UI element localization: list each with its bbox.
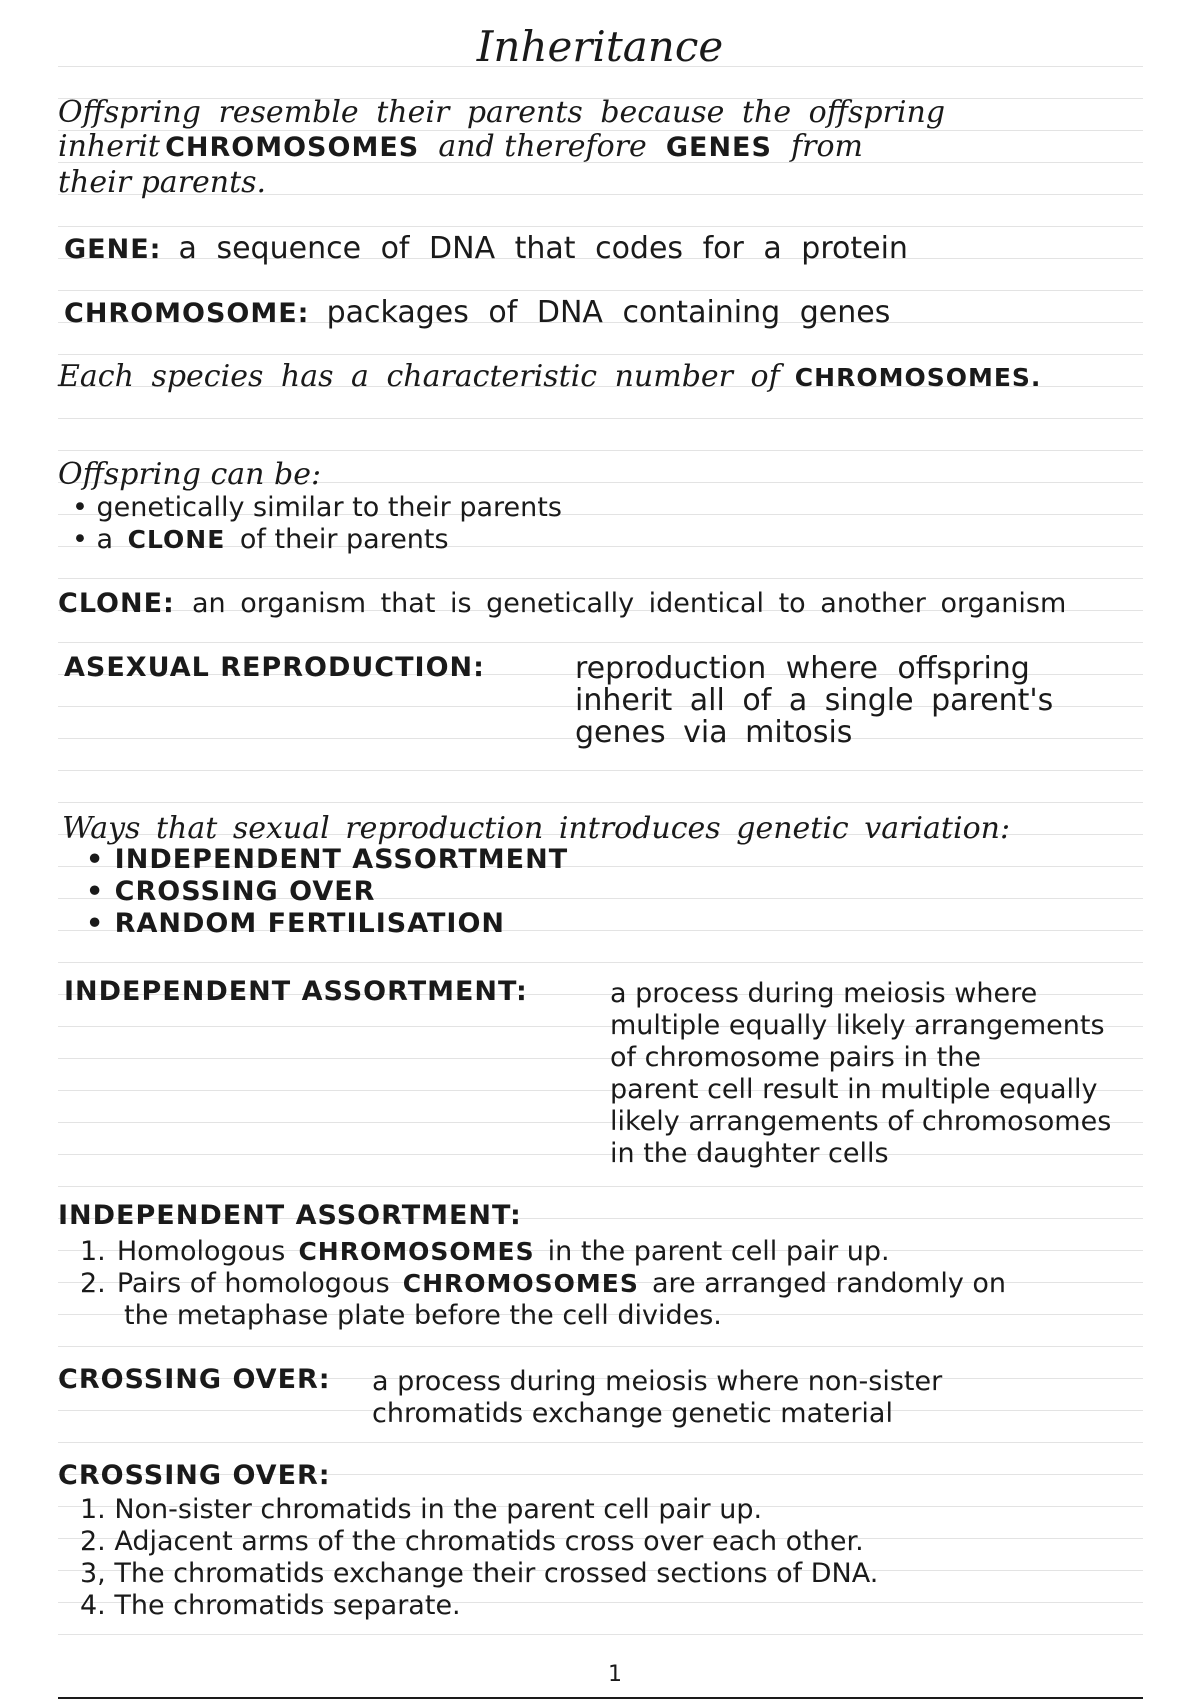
variation-item-1 (86, 846, 568, 873)
independent-line-2: multiple equally likely arrangements (610, 1010, 1105, 1041)
clone-definition (58, 590, 1066, 617)
offspring-item-1 (72, 494, 562, 521)
bullet-icon: • (86, 844, 105, 875)
crossing-line-2: chromatids exchange genetic material (372, 1398, 893, 1429)
step-keyword: CHROMOSOMES (298, 1237, 535, 1266)
independent-line-5: likely arrangements of chromosomes (610, 1106, 1112, 1137)
asexual-line-2: inherit all of a single parent's (575, 683, 1054, 718)
offspring-item-text: genetically similar to their parents (96, 492, 562, 523)
ruled-line (58, 226, 1143, 227)
ruled-line (58, 802, 1143, 803)
independent-line-1: a process during meiosis where (610, 978, 1038, 1009)
crossing-step-3: 3, The chromatids exchange their crossed sections of DNA. (80, 1558, 879, 1589)
bullet-icon: • (72, 524, 88, 555)
crossing-line-1: a process during meiosis where non-sister (372, 1366, 943, 1397)
ruled-line (58, 770, 1143, 771)
bullet-icon: • (86, 908, 105, 939)
bullet-icon: • (72, 492, 88, 523)
ruled-line (58, 1442, 1143, 1443)
independent-line-6: in the daughter cells (610, 1138, 889, 1169)
asexual-term: ASEXUAL REPRODUCTION: (64, 652, 485, 683)
ruled-line (58, 962, 1143, 963)
intro-line-3: their parents. (58, 165, 267, 200)
step-number: 2. (80, 1268, 106, 1299)
step-number: 1. (80, 1236, 106, 1267)
step-text: Homologous (116, 1236, 286, 1267)
intro-keyword-genes: GENES (665, 132, 772, 163)
independent-steps-heading: INDEPENDENT ASSORTMENT: (58, 1200, 522, 1231)
offspring-keyword-clone: CLONE (127, 525, 226, 554)
bullet-icon: • (86, 876, 105, 907)
ruled-line (58, 290, 1143, 291)
ruled-line (58, 1186, 1143, 1187)
asexual-line-3: genes via mitosis (575, 715, 853, 750)
variation-item-2 (86, 878, 375, 905)
variation-item-text: INDEPENDENT ASSORTMENT (114, 844, 569, 875)
variation-item-text: RANDOM FERTILISATION (114, 908, 506, 939)
independent-line-4: parent cell result in multiple equally (610, 1074, 1098, 1105)
page-title: Inheritance (476, 22, 724, 71)
ruled-line (58, 418, 1143, 419)
offspring-item-text: of their parents (239, 524, 449, 555)
variation-heading: Ways that sexual reproduction introduces genetic variation: (62, 811, 1011, 846)
independent-step-1 (80, 1238, 890, 1265)
ruled-line (58, 354, 1143, 355)
species-keyword: CHROMOSOMES. (794, 363, 1042, 392)
chromosome-text: packages of DNA containing genes (326, 295, 891, 330)
chromosome-term: CHROMOSOME: (64, 298, 310, 329)
step-text: in the parent cell pair up. (547, 1236, 890, 1267)
asexual-line-1: reproduction where offspring (575, 651, 1030, 686)
ruled-line (58, 578, 1143, 579)
clone-term: CLONE: (58, 588, 175, 619)
page-bottom-line (58, 1697, 1143, 1699)
step-text: are arranged randomly on (651, 1268, 1007, 1299)
ruled-line (58, 450, 1143, 451)
step-text: Pairs of homologous (116, 1268, 390, 1299)
variation-item-3 (86, 910, 505, 937)
independent-line-3: of chromosome pairs in the (610, 1042, 981, 1073)
species-line (58, 359, 1042, 394)
step-keyword: CHROMOSOMES (402, 1269, 639, 1298)
intro-line-2 (58, 129, 863, 164)
independent-term: INDEPENDENT ASSORTMENT: (64, 976, 528, 1007)
gene-definition (64, 231, 908, 266)
chromosome-definition (64, 295, 891, 330)
intro-text: and therefore (438, 129, 647, 164)
ruled-line (58, 1154, 1143, 1155)
ruled-line (58, 1346, 1143, 1347)
crossing-steps-heading: CROSSING OVER: (58, 1460, 331, 1491)
variation-item-text: CROSSING OVER (114, 876, 376, 907)
independent-step-2-continued: the metaphase plate before the cell divides. (124, 1300, 722, 1331)
gene-term: GENE: (64, 234, 162, 265)
intro-text: inherit (58, 129, 160, 164)
intro-line-1: Offspring resemble their parents because the offspring (58, 95, 946, 130)
clone-text: an organism that is genetically identical to another organism (191, 588, 1067, 619)
crossing-step-2: 2. Adjacent arms of the chromatids cross over each other. (80, 1526, 864, 1557)
gene-text: a sequence of DNA that codes for a protein (178, 231, 908, 266)
intro-text: from (791, 129, 863, 164)
ruled-line (58, 642, 1143, 643)
offspring-item-2 (72, 526, 449, 553)
species-text: Each species has a characteristic number of (58, 359, 780, 394)
ruled-line (58, 1634, 1143, 1635)
offspring-item-text: a (96, 524, 114, 555)
crossing-step-1: 1. Non-sister chromatids in the parent cell pair up. (80, 1494, 763, 1525)
page-number: 1 (608, 1662, 622, 1687)
intro-keyword-chromosomes: CHROMOSOMES (165, 132, 420, 163)
crossing-step-4: 4. The chromatids separate. (80, 1590, 461, 1621)
offspring-heading: Offspring can be: (58, 457, 322, 492)
crossing-term: CROSSING OVER: (58, 1364, 331, 1395)
independent-step-2 (80, 1270, 1006, 1297)
